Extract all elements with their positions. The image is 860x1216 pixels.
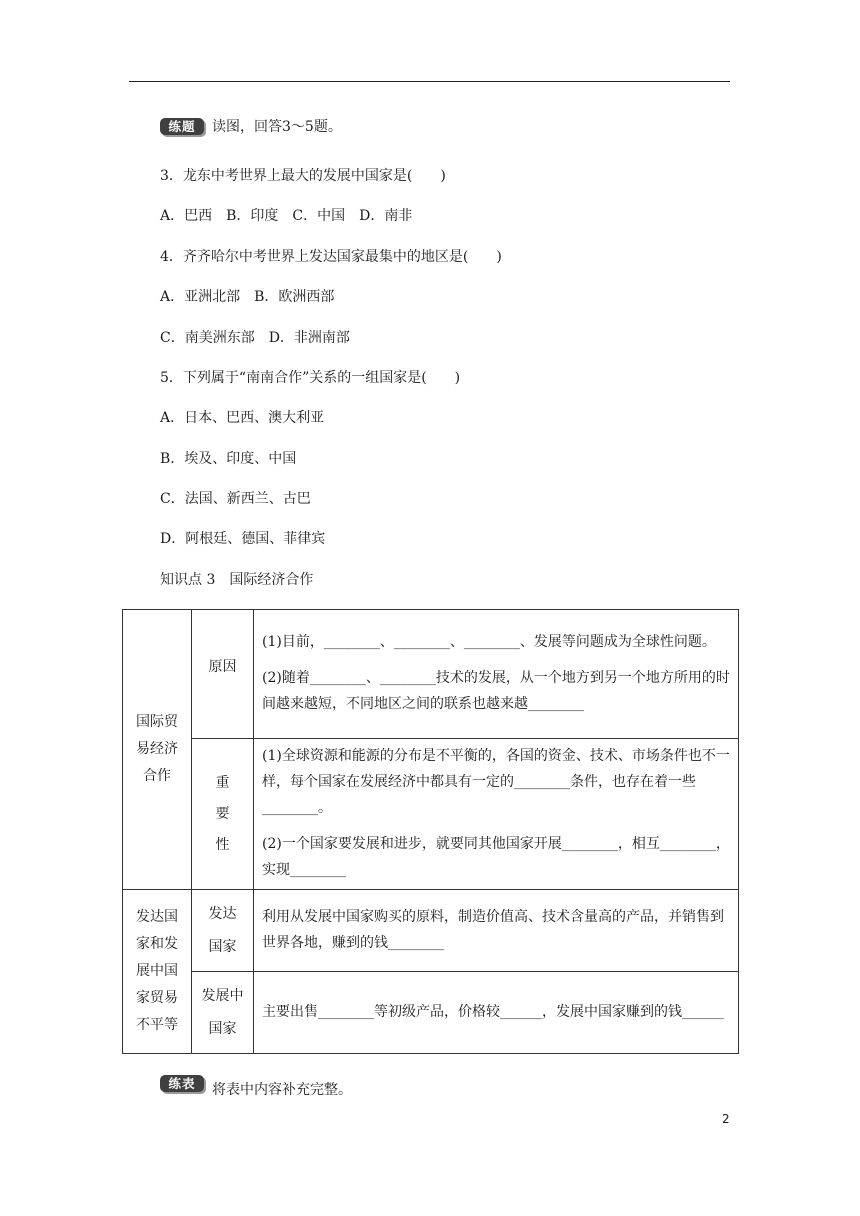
table-row-reason (123, 610, 739, 739)
question-3-options: A．巴西 B．印度 C．中国 D．南非 (160, 208, 413, 224)
question-3-stem: 3．龙东中考世界上最大的发展中国家是( ) (160, 168, 446, 184)
question-4-options-cd: C．南美洲东部 D．非洲南部 (160, 330, 350, 346)
importance-item-2: (2)一个国家要发展和进步，就要同其他国家开展________，相互________，实现________ (262, 836, 730, 878)
question-5-stem: 5．下列属于“南南合作”关系的一组国家是( ) (160, 370, 461, 386)
table-instruction: 将表中内容补充完整。 (212, 1082, 352, 1098)
label-reason: 原因 (192, 610, 254, 739)
label-importance: 重 要 性 (192, 739, 254, 890)
practice-instruction: 读图，回答3～5题。 (212, 119, 342, 135)
question-5-option-d: D．阿根廷、德国、菲律宾 (160, 531, 326, 547)
table-row-developing (123, 972, 739, 1054)
table-row-importance (123, 739, 739, 890)
table-practice-badge: 练表 (160, 1075, 204, 1092)
developing-content: 主要出售________等初级产品，价格较______，发展中国家赚到的钱______ (254, 972, 739, 1054)
label-developed-countries: 发达 国家 (192, 890, 254, 972)
group-label-trade-cooperation: 国际贸 易经济 合作 (123, 610, 192, 890)
reason-content (254, 610, 739, 739)
label-developing-countries: 发展中 国家 (192, 972, 254, 1054)
question-4-options-ab: A．亚洲北部 B．欧洲西部 (160, 289, 335, 305)
importance-content (254, 739, 739, 890)
question-5-option-a: A．日本、巴西、澳大利亚 (160, 410, 325, 426)
table-row-developed (123, 890, 739, 972)
question-4-stem: 4．齐齐哈尔中考世界上发达国家最集中的地区是( ) (160, 249, 502, 265)
importance-item-1: (1)全球资源和能源的分布是不平衡的，各国的资金、技术、市场条件也不一样，每个国家在发展经济中都具有一定的________条件，也存在着一些________。 (262, 748, 730, 816)
question-5-option-c: C．法国、新西兰、古巴 (160, 491, 311, 507)
reason-item-2: (2)随着________、________技术的发展，从一个地方到另一个地方所用的时间越来越短，不同地区之间的联系也越来越________ (262, 670, 730, 712)
header-rule (129, 81, 730, 82)
group-label-unequal-trade: 发达国 家和发 展中国 家贸易 不平等 (123, 890, 192, 1054)
developed-content: 利用从发展中国家购买的原料，制造价值高、技术含量高的产品，并销售到世界各地，赚到的钱________ (254, 890, 739, 972)
knowledge-table (122, 609, 739, 1054)
practice-badge: 练题 (160, 118, 204, 135)
page-number: 2 (722, 1112, 730, 1126)
reason-item-1: (1)目前，________、________、________、发展等问题成为全球性问题。 (262, 634, 716, 650)
question-5-option-b: B．埃及、印度、中国 (160, 451, 297, 467)
section-heading: 知识点 3 国际经济合作 (160, 572, 314, 588)
